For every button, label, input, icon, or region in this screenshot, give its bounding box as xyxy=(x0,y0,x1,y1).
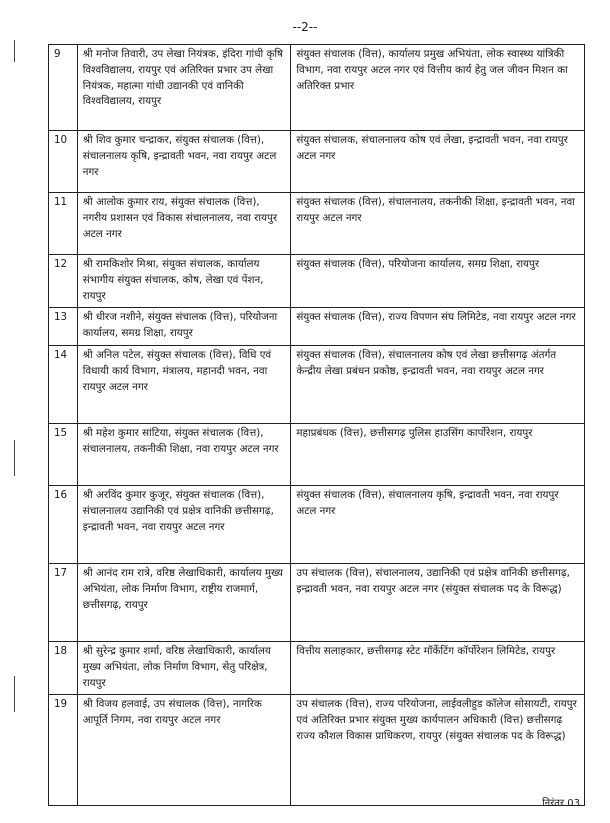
table-row xyxy=(49,193,585,255)
table-row xyxy=(49,695,585,806)
new-posting: वित्तीय सलाहकार, छत्तीसगढ़ स्टेट मॉर्केटिंग कॉर्पोरेशन लिमिटेड, रायपुर xyxy=(291,641,585,694)
current-posting: श्री आनंद राम रात्रे, वरिष्ठ लेखाधिकारी, कार्यालय मुख्य अभियंता, लोक निर्माण विभाग, राष्ट्रीय राजमार्ग, छत्तीसगढ़, रायपुर xyxy=(77,563,291,641)
current-posting: श्री विजय हलवाई, उप संचालक (वित्त), नागरिक आपूर्ति निगम, नवा रायपुर अटल नगर xyxy=(77,695,291,806)
current-posting: श्री शिव कुमार चन्द्राकर, संयुक्त संचालक (वित्त), संचालनालय कृषि, इन्द्रावती भवन, नवा रायपुर अटल नगर xyxy=(77,131,291,193)
margin-mark xyxy=(14,676,15,712)
serial-number: 10 xyxy=(49,131,78,193)
new-posting: संयुक्त संचालक (वित्त), संचालनालय, तकनीकी शिक्षा, इन्द्रावती भवन, नवा रायपुर अटल नगर xyxy=(291,193,585,255)
page-number: --2-- xyxy=(292,20,318,34)
current-posting: श्री अरविंद कुमार कुजूर, संयुक्त संचालक (वित्त), संचालनालय उद्यानिकी एवं प्रक्षेत्र वानिकी छत्तीसगढ़, इन्द्रावती भवन, नवा रायपुर अटल नगर xyxy=(77,485,291,563)
serial-number: 12 xyxy=(49,255,78,308)
new-posting: संयुक्त संचालक, संचालनालय कोष एवं लेखा, इन्द्रावती भवन, नवा रायपुर अटल नगर xyxy=(291,131,585,193)
serial-number: 9 xyxy=(49,45,78,131)
current-posting: श्री रामकिशोर मिश्रा, संयुक्त संचालक, कार्यालय संभागीय संयुक्त संचालक, कोष, लेखा एवं पेंशन, रायपुर xyxy=(77,255,291,308)
table-row xyxy=(49,131,585,193)
serial-number: 19 xyxy=(49,695,78,806)
serial-number: 14 xyxy=(49,345,78,423)
margin-mark xyxy=(14,440,15,476)
serial-number: 17 xyxy=(49,563,78,641)
new-posting: संयुक्त संचालक (वित्त), राज्य विपणन संघ लिमिटेड, नवा रायपुर अटल नगर xyxy=(291,308,585,346)
new-posting: उप संचालक (वित्त), संचालनालय, उद्यानिकी एवं प्रक्षेत्र वानिकी छत्तीसगढ़, इन्द्रावती भवन, नवा रायपुर अटल नगर (संयुक्त संचालक पद के विरूद्ध) xyxy=(291,563,585,641)
new-posting: संयुक्त संचालक (वित्त), परियोजना कार्यालय, समग्र शिक्षा, रायपुर xyxy=(291,255,585,308)
current-posting: श्री आलोक कुमार राय, संयुक्त संचालक (वित्त), नगरीय प्रशासन एवं विकास संचालनालय, नवा रायपुर अटल नगर xyxy=(77,193,291,255)
new-posting: संयुक्त संचालक (वित्त), संचालनालय कृषि, इन्द्रावती भवन, नवा रायपुर अटल नगर xyxy=(291,485,585,563)
table-row xyxy=(49,308,585,346)
new-posting: महाप्रबंधक (वित्त), छत्तीसगढ़ पुलिस हाउसिंग कार्पोरेशन, रायपुर xyxy=(291,423,585,485)
serial-number: 16 xyxy=(49,485,78,563)
table-row xyxy=(49,345,585,423)
current-posting: श्री मनोज तिवारी, उप लेखा नियंत्रक, इंदिरा गांधी कृषि विश्वविद्यालय, रायपुर एवं अतिरिक्त प्रभार उप लेखा नियंत्रक, महात्मा गांधी उद्यानकी एवं वानिकी विश्वविद्यालय, रायपुर xyxy=(77,45,291,131)
serial-number: 15 xyxy=(49,423,78,485)
continued-note: निरंतर 03 xyxy=(542,798,580,809)
new-posting: उप संचालक (वित्त), राज्य परियोजना, लाईवलीहुड कॉलेज सोसायटी, रायपुर एवं अतिरिक्त प्रभार संयुक्त मुख्य कार्यपालन अधिकारी (वित्त) छत्तीसगढ़ राज्य कौशल विकास प्राधिकरण, रायपुर (संयुक्त संचालक पद के विरूद्ध) xyxy=(291,695,585,806)
serial-number: 18 xyxy=(49,641,78,694)
table-row xyxy=(49,641,585,694)
table-row xyxy=(49,485,585,563)
current-posting: श्री महेश कुमार सांटिया, संयुक्त संचालक (वित्त), संचालनालय, तकनीकी शिक्षा, नवा रायपुर अटल नगर xyxy=(77,423,291,485)
serial-number: 11 xyxy=(49,193,78,255)
table-row xyxy=(49,563,585,641)
current-posting: श्री सुरेन्द्र कुमार शर्मा, वरिष्ठ लेखाधिकारी, कार्यालय मुख्य अभियंता, लोक निर्माण विभाग, सेतु परिक्षेत्र, रायपुर xyxy=(77,641,291,694)
current-posting: श्री अनिल पटेल, संयुक्त संचालक (वित्त), विधि एवं विधायी कार्य विभाग, मंत्रालय, महानदी भवन, नवा रायपुर अटल नगर xyxy=(77,345,291,423)
margin-mark xyxy=(14,40,15,62)
table-row xyxy=(49,45,585,131)
transfer-table xyxy=(48,44,585,806)
new-posting: संयुक्त संचालक (वित्त), कार्यालय प्रमुख अभियंता, लोक स्वास्थ्य यांत्रिकी विभाग, नवा रायपुर अटल नगर एवं वित्तीय कार्य हेतु जल जीवन मिशन का अतिरिक्त प्रभार xyxy=(291,45,585,131)
current-posting: श्री धीरज नशीने, संयुक्त संचालक (वित्त), परियोजना कार्यालय, समग्र शिक्षा, रायपुर xyxy=(77,308,291,346)
serial-number: 13 xyxy=(49,308,78,346)
new-posting: संयुक्त संचालक (वित्त), संचालनालय कोष एवं लेखा छत्तीसगढ़ अंतर्गत केन्द्रीय लेखा प्रबंधन प्रकोष्ठ, इन्द्रावती भवन, नवा रायपुर अटल नगर xyxy=(291,345,585,423)
table-row xyxy=(49,423,585,485)
table-row xyxy=(49,255,585,308)
